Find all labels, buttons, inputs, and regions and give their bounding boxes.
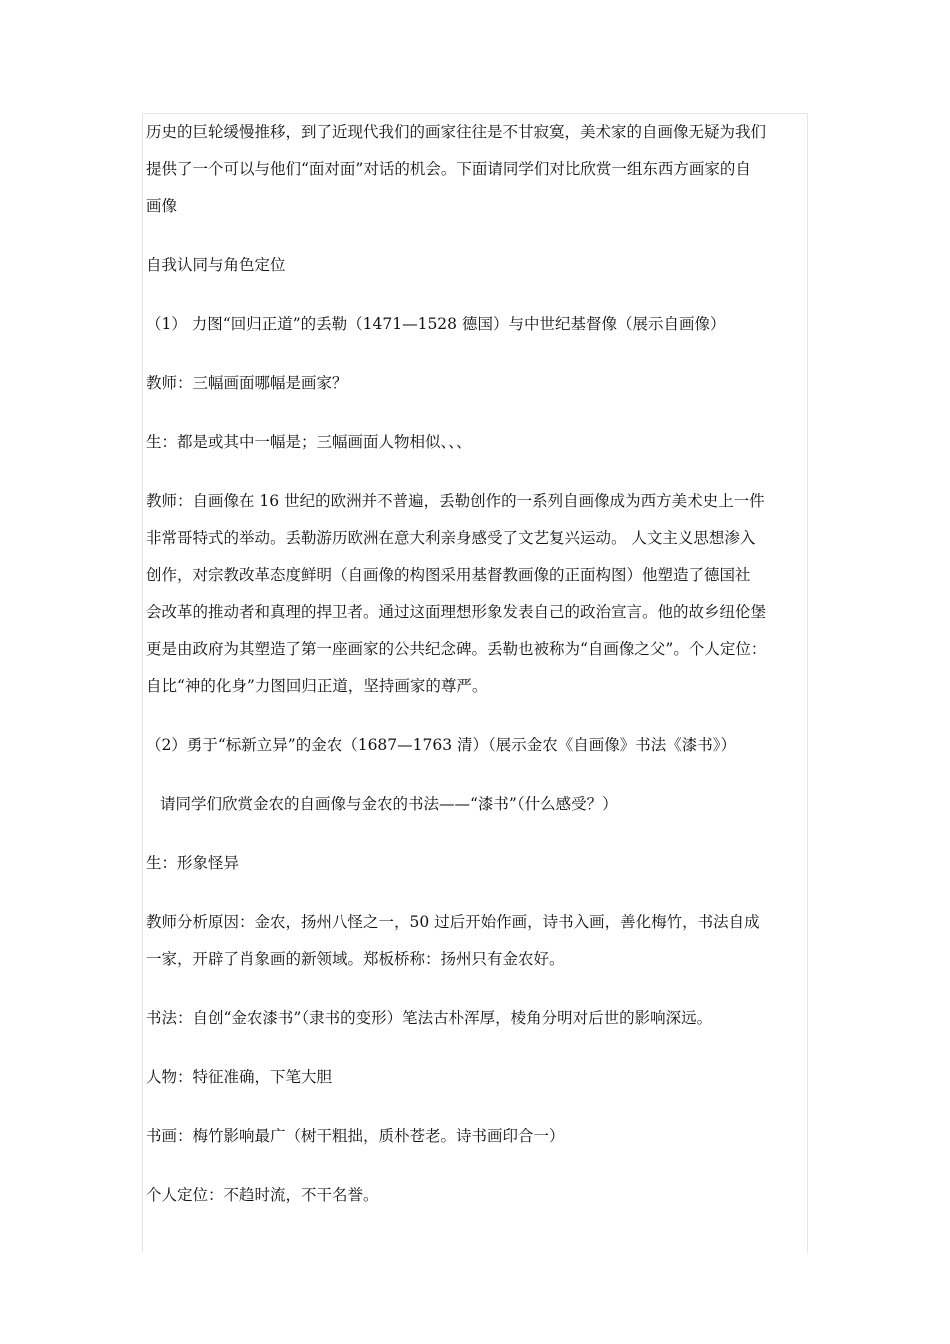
paragraph-teacher-analysis-durer <box>146 483 806 705</box>
text-line: 生：都是或其中一幅是；三幅画面人物相似、、、 <box>146 433 472 451</box>
heading-self-identity <box>146 247 806 284</box>
paragraph-prompt-jinnong <box>146 786 806 823</box>
paragraph-teacher-analysis-jinnong <box>146 904 806 978</box>
paragraph-intro <box>146 114 806 225</box>
text-line: 创作，对宗教改革态度鲜明（自画像的构图采用基督教画像的正面构图）他塑造了德国社 <box>146 566 751 584</box>
paragraph-teacher-question <box>146 365 806 402</box>
text-line: 请同学们欣赏金农的自画像与金农的书法——“漆书”（什么感受？） <box>160 795 618 813</box>
text-line: 提供了一个可以与他们“面对面”对话的机会。下面请同学们对比欣赏一组东西方画家的自 <box>146 160 751 178</box>
paragraph-item-1 <box>146 306 806 343</box>
text-line: 会改革的推动者和真理的捍卫者。通过这面理想形象发表自己的政治宣言。他的故乡纽伦堡 <box>146 603 767 621</box>
text-line: （2）勇于“标新立异”的金农（1687—1763 清）（展示金农《自画像》书法《漆书》） <box>146 736 737 754</box>
paragraph-calligraphy <box>146 1000 806 1037</box>
text-line: 生：形象怪异 <box>146 854 240 872</box>
text-line: 一家，开辟了肖象画的新领域。郑板桥称：扬州只有金农好。 <box>146 950 565 968</box>
text-line: 更是由政府为其塑造了第一座画家的公共纪念碑。丢勒也被称为“自画像之父”。个人定位： <box>146 640 767 658</box>
text-line: 个人定位：不趋时流，不干名誉。 <box>146 1186 379 1204</box>
text-line: 教师：三幅画面哪幅是画家？ <box>146 374 348 392</box>
text-line: 自比“神的化身”力图回归正道，坚持画家的尊严。 <box>146 677 488 695</box>
document-body <box>146 114 806 1214</box>
text-line: 书画：梅竹影响最广（树干粗拙，质朴苍老。诗书画印合一） <box>146 1127 565 1145</box>
paragraph-figures <box>146 1059 806 1096</box>
paragraph-positioning <box>146 1177 806 1214</box>
text-line: 自我认同与角色定位 <box>146 256 286 274</box>
text-line: 教师分析原因：金农，扬州八怪之一，50 过后开始作画，诗书入画，善化梅竹，书法自成 <box>146 913 760 931</box>
text-line: 非常哥特式的举动。丢勒游历欧洲在意大利亲身感受了文艺复兴运动。 人文主义思想渗入 <box>146 529 756 547</box>
text-line: 教师：自画像在 16 世纪的欧洲并不普遍，丢勒创作的一系列自画像成为西方美术史上一件 <box>146 492 765 510</box>
text-line: （1） 力图“回归正道”的丢勒（1471—1528 德国）与中世纪基督像（展示自画像） <box>146 315 726 333</box>
paragraph-item-2 <box>146 727 806 764</box>
paragraph-student-answer-1 <box>146 424 806 461</box>
paragraph-painting <box>146 1118 806 1155</box>
text-line: 历史的巨轮缓慢推移，到了近现代我们的画家往往是不甘寂寞，美术家的自画像无疑为我们 <box>146 123 767 141</box>
text-line: 人物：特征准确，下笔大胆 <box>146 1068 333 1086</box>
text-line: 书法：自创“金农漆书”（隶书的变形）笔法古朴浑厚，棱角分明对后世的影响深远。 <box>146 1009 713 1027</box>
paragraph-student-answer-2 <box>146 845 806 882</box>
text-line: 画像 <box>146 197 178 215</box>
